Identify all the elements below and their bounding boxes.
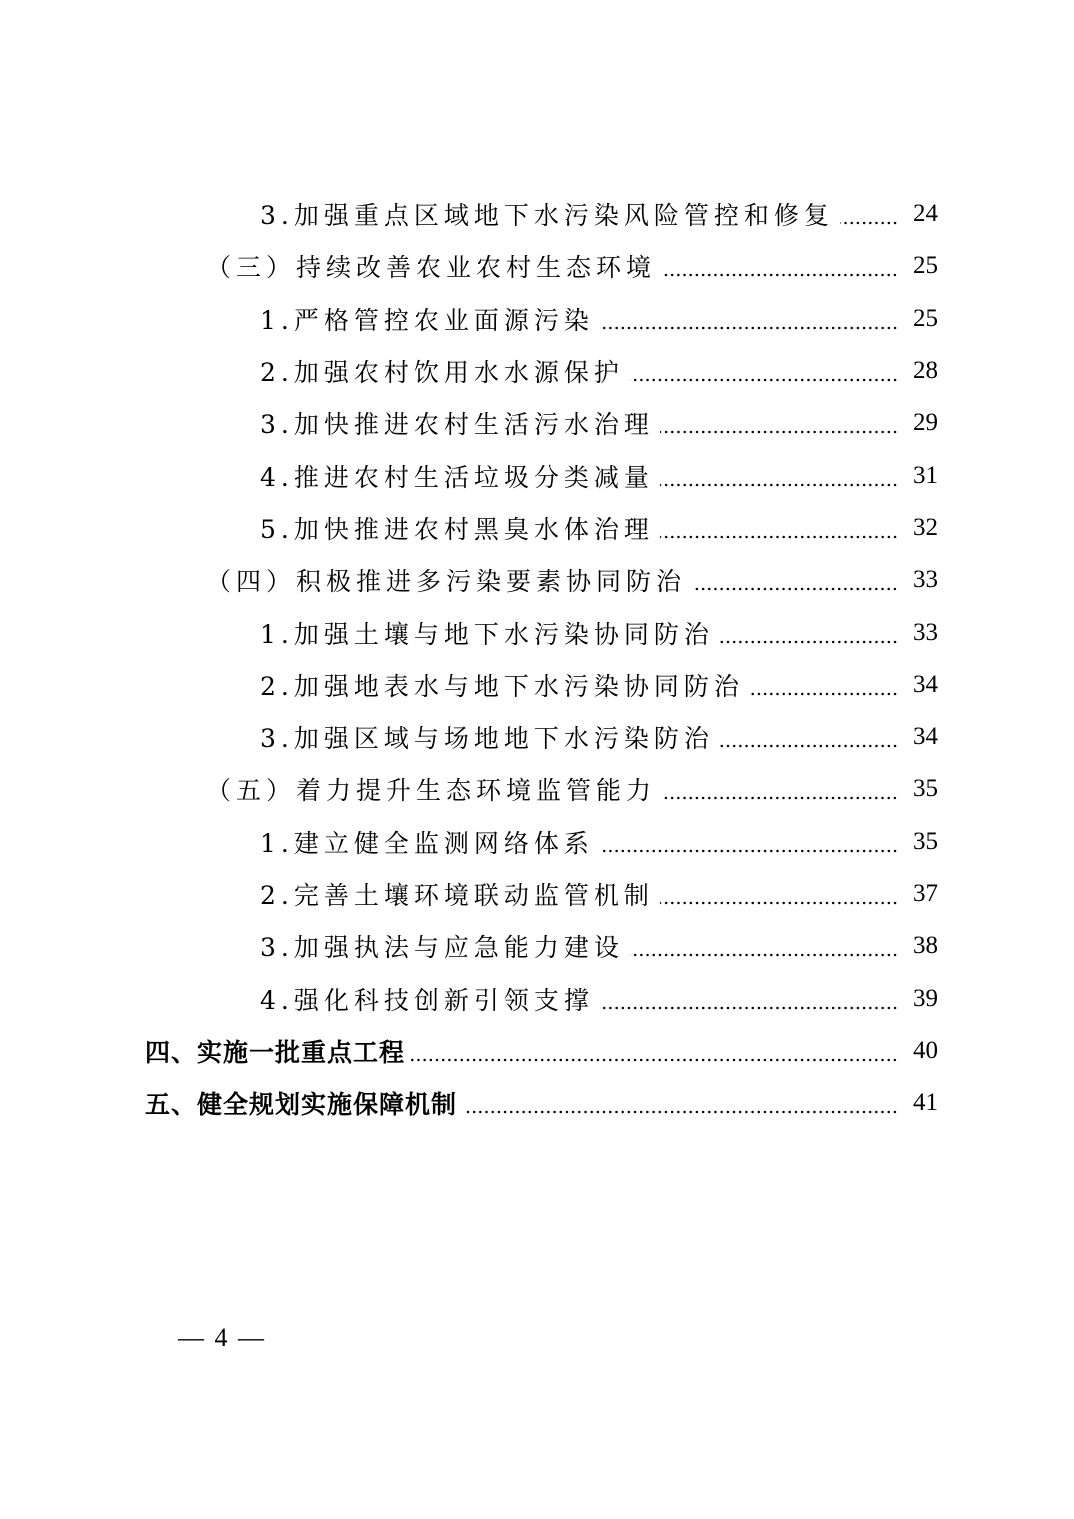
toc-entry-label: 4.推进农村生活垃圾分类减量 <box>260 462 654 492</box>
table-of-contents <box>0 188 1074 1129</box>
toc-leader-dots <box>660 483 898 487</box>
toc-entry[interactable] <box>0 972 1074 1024</box>
toc-entry[interactable] <box>0 240 1074 292</box>
toc-entry[interactable] <box>0 188 1074 240</box>
toc-entry-page: 34 <box>913 723 938 751</box>
toc-entry-page: 29 <box>913 409 938 437</box>
toc-entry-label: 3.加强执法与应急能力建设 <box>260 933 624 963</box>
toc-entry-label: 四、实施一批重点工程 <box>145 1037 406 1067</box>
toc-entry-label: 5.加快推进农村黑臭水体治理 <box>260 514 654 544</box>
toc-entry-page: 40 <box>913 1036 938 1064</box>
toc-entry-label: 1.建立健全监测网络体系 <box>260 828 594 858</box>
toc-entry[interactable] <box>0 293 1074 345</box>
toc-entry[interactable] <box>0 868 1074 920</box>
toc-entry-page: 33 <box>913 618 938 646</box>
toc-leader-dots <box>630 953 898 957</box>
toc-leader-dots <box>600 849 898 853</box>
toc-entry-label: 3.加快推进农村生活污水治理 <box>260 410 654 440</box>
toc-entry[interactable] <box>0 554 1074 606</box>
toc-entry-label: 2.加强地表水与地下水污染协同防治 <box>260 671 744 701</box>
toc-entry-label: 五、健全规划实施保障机制 <box>145 1090 458 1120</box>
toc-entry-label: 4.强化科技创新引领支撑 <box>260 985 594 1015</box>
toc-entry[interactable] <box>0 606 1074 658</box>
toc-entry[interactable] <box>0 449 1074 501</box>
toc-entry-label: 3.加强重点区域地下水污染风险管控和修复 <box>260 201 834 231</box>
toc-entry[interactable] <box>0 345 1074 397</box>
toc-leader-dots <box>411 1058 898 1062</box>
toc-leader-dots <box>630 378 898 382</box>
toc-leader-dots <box>600 326 898 330</box>
toc-entry-page: 39 <box>913 984 938 1012</box>
toc-entry-page: 34 <box>913 670 938 698</box>
toc-entry-page: 24 <box>913 200 938 228</box>
toc-leader-dots <box>840 221 898 225</box>
toc-entry-page: 33 <box>913 566 938 594</box>
toc-entry-label: （四）积极推进多污染要素协同防治 <box>206 567 687 597</box>
toc-entry-label: 2.加强农村饮用水水源保护 <box>260 358 624 388</box>
toc-entry[interactable] <box>0 920 1074 972</box>
toc-leader-dots <box>662 273 898 277</box>
toc-leader-dots <box>692 587 898 591</box>
toc-entry-label: （三）持续改善农业农村生态环境 <box>206 253 657 283</box>
toc-entry[interactable] <box>0 1025 1074 1077</box>
toc-entry-page: 35 <box>913 775 938 803</box>
toc-entry-page: 37 <box>913 880 938 907</box>
toc-entry-label: （五）着力提升生态环境监管能力 <box>206 776 657 806</box>
toc-leader-dots <box>720 640 898 644</box>
toc-leader-dots <box>750 692 898 696</box>
toc-entry-page: 32 <box>913 513 938 541</box>
toc-entry[interactable] <box>0 1077 1074 1129</box>
toc-leader-dots <box>600 1006 898 1010</box>
toc-entry-page: 41 <box>913 1089 938 1117</box>
toc-entry-page: 28 <box>913 357 938 385</box>
toc-leader-dots <box>660 901 898 905</box>
toc-entry-page: 31 <box>913 461 938 489</box>
toc-leader-dots <box>660 535 898 539</box>
toc-entry-label: 1.加强土壤与地下水污染协同防治 <box>260 619 714 649</box>
toc-entry[interactable] <box>0 397 1074 449</box>
toc-entry[interactable] <box>0 659 1074 711</box>
toc-entry-page: 35 <box>913 827 938 855</box>
toc-entry[interactable] <box>0 502 1074 554</box>
toc-entry-label: 1.严格管控农业面源污染 <box>260 305 594 335</box>
toc-entry[interactable] <box>0 711 1074 763</box>
toc-leader-dots <box>720 744 898 748</box>
toc-entry[interactable] <box>0 816 1074 868</box>
toc-entry-page: 38 <box>913 932 938 960</box>
toc-leader-dots <box>463 1110 898 1114</box>
toc-entry[interactable] <box>0 763 1074 815</box>
toc-entry-page: 25 <box>913 252 938 280</box>
toc-leader-dots <box>662 796 898 800</box>
toc-entry-label: 2.完善土壤环境联动监管机制 <box>260 881 654 910</box>
toc-entry-label: 3.加强区域与场地地下水污染防治 <box>260 724 714 754</box>
toc-entry-page: 25 <box>913 304 938 332</box>
toc-leader-dots <box>660 430 898 434</box>
page-number: — 4 — <box>178 1323 266 1352</box>
